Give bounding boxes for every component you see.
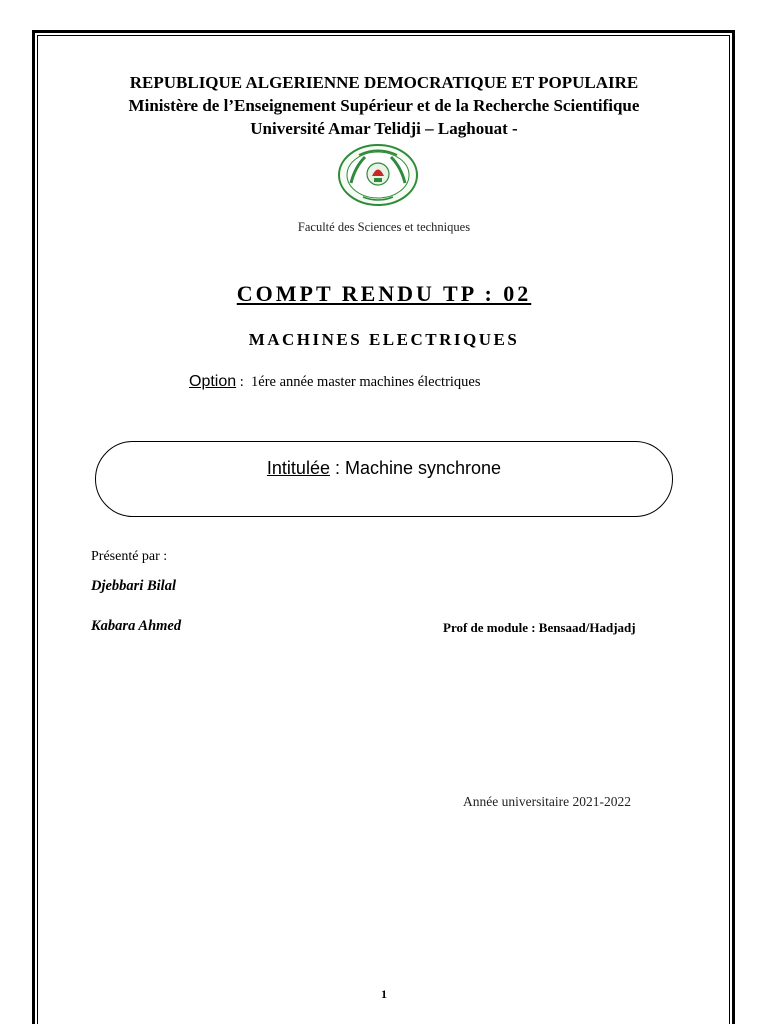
author-name: Kabara Ahmed: [91, 618, 182, 634]
intitulee-value: Machine synchrone: [344, 458, 502, 478]
option-line: [189, 372, 481, 392]
academic-year: Année universitaire 2021-2022: [463, 794, 631, 809]
option-label: Option: [189, 373, 237, 390]
presented-by-label: Présenté par :: [91, 549, 168, 564]
professor-line: Prof de module : Bensaad/Hadjadj: [443, 620, 636, 635]
ministry-heading: Ministère de l’Enseignement Supérieur et de la Recherche Scientifique: [128, 96, 640, 115]
option-value: 1ére année master machines électriques: [251, 374, 481, 390]
intitulee-separator: :: [329, 458, 345, 478]
intitulee-label: Intitulée: [266, 458, 330, 478]
report-title: COMPT RENDU TP : 02: [236, 281, 532, 306]
subject-title: MACHINES ELECTRIQUES: [248, 330, 520, 349]
intitulee-line: [0, 457, 768, 479]
university-seal-icon: [337, 143, 419, 207]
intitulee-box: [95, 441, 673, 517]
university-heading: Université Amar Telidji – Laghouat -: [250, 119, 518, 138]
faculty-name: Faculté des Sciences et techniques: [297, 220, 471, 234]
option-separator: :: [236, 374, 252, 390]
author-name: Djebbari Bilal: [91, 578, 176, 594]
republic-heading: REPUBLIQUE ALGERIENNE DEMOCRATIQUE ET POPULAIRE: [129, 73, 639, 92]
page-number: 1: [381, 987, 387, 1001]
